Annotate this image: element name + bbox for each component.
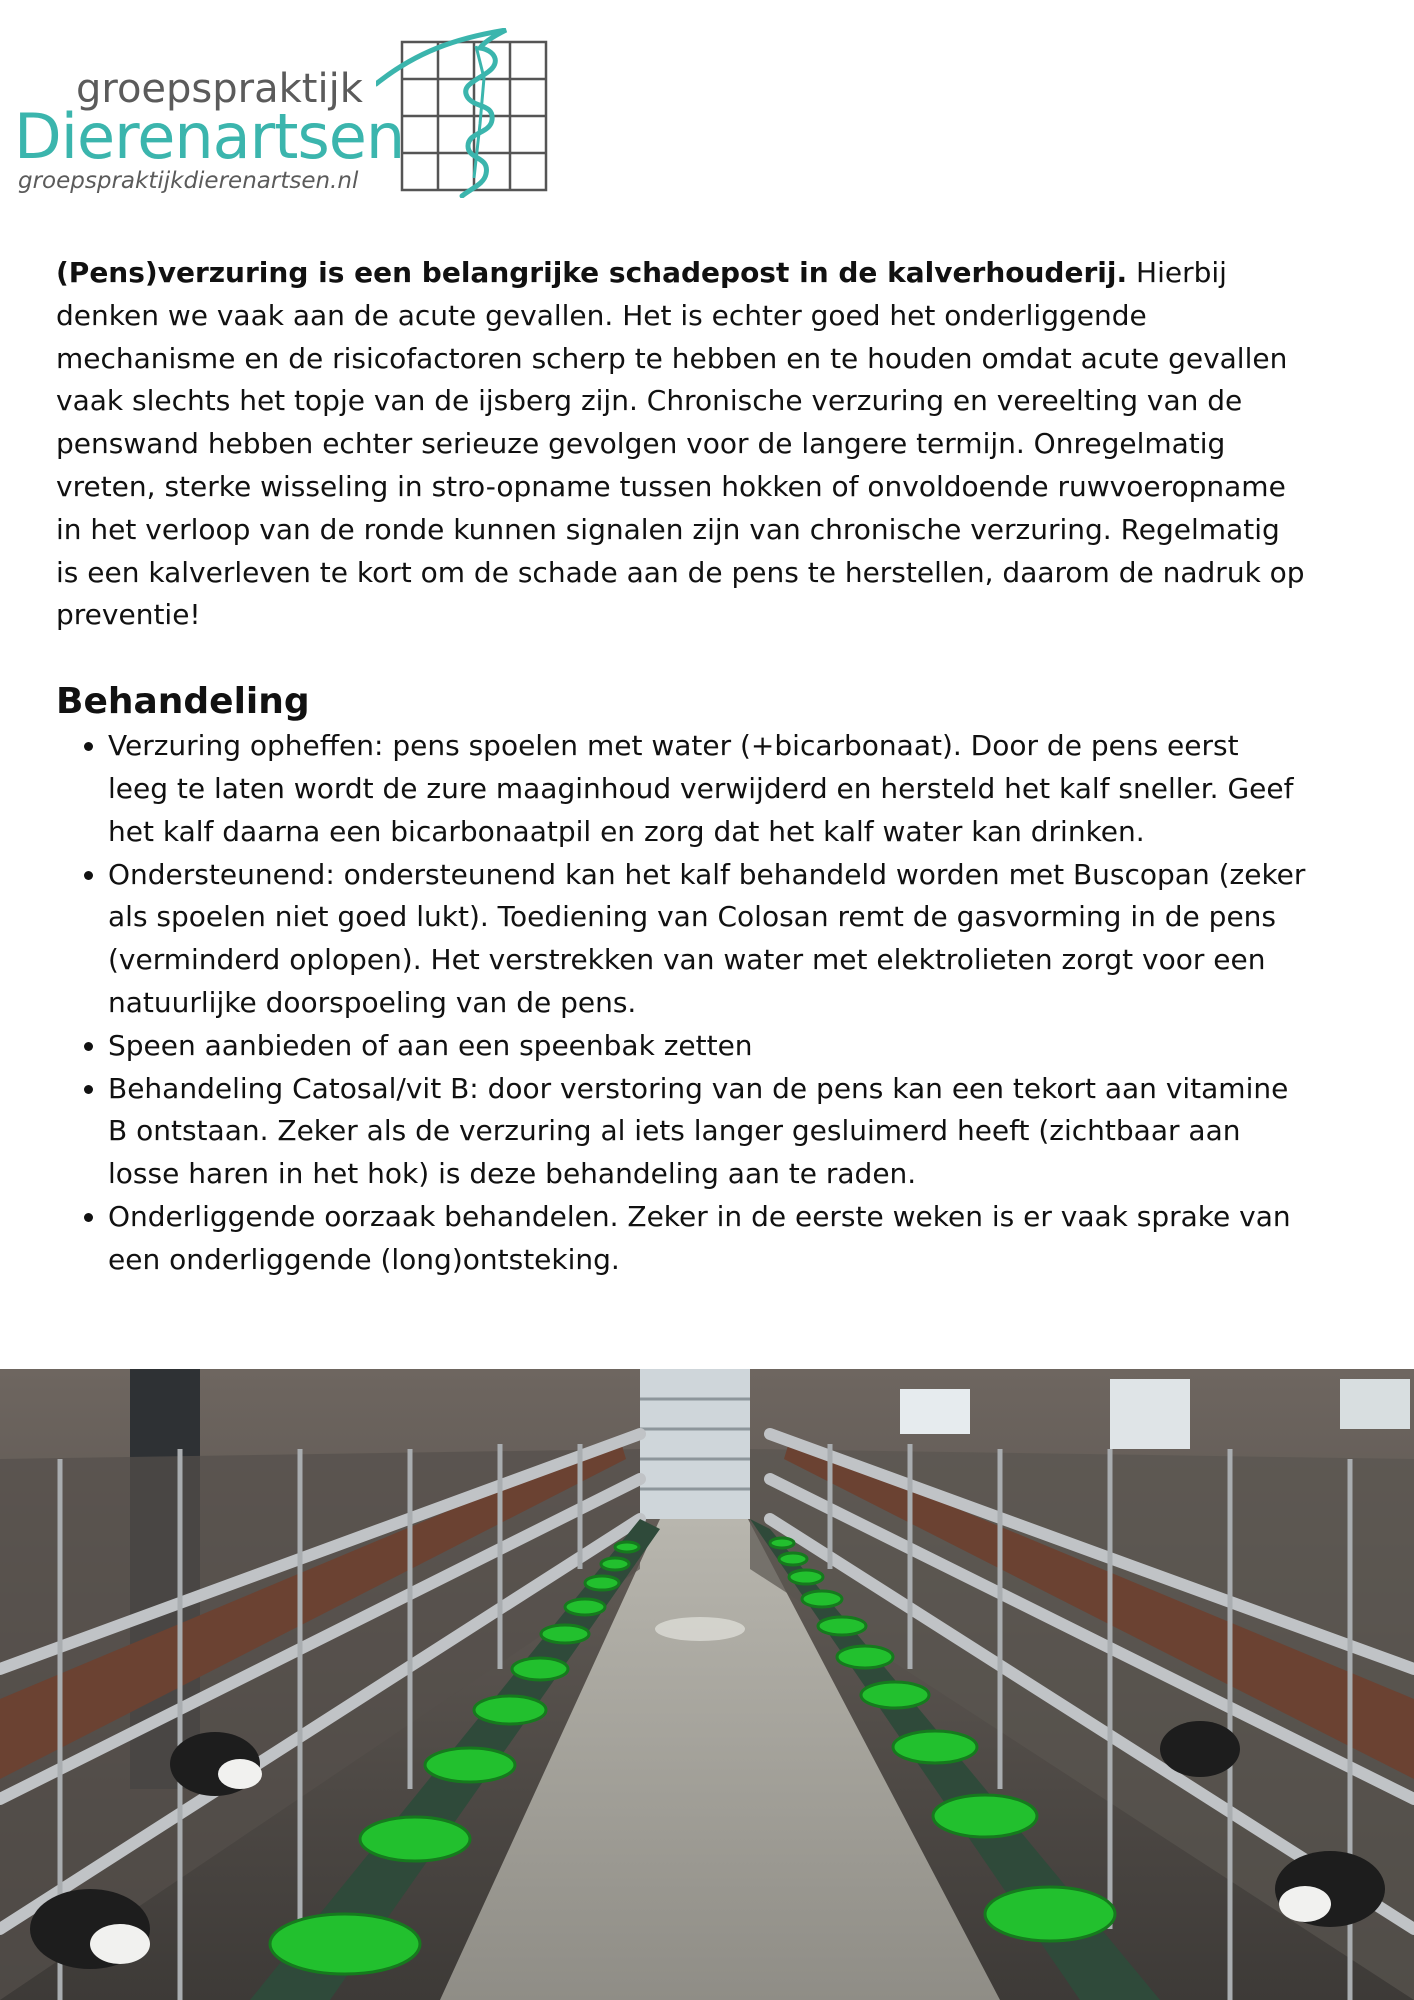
practice-logo bbox=[14, 28, 534, 198]
treatment-item: • Onderliggende oorzaak behandelen. Zeker in de eerste weken is er vaak sprake van een onderliggende (long)ontsteking. bbox=[108, 1196, 1306, 1282]
section-heading: Behandeling bbox=[56, 681, 310, 723]
logo-grid-emblem bbox=[376, 28, 550, 198]
intro-text: Hierbij denken we vaak aan de acute gevallen. Het is echter goed het onderliggende mechanisme en de risicofactoren scherp te hebben en te houden omdat acute gevallen vaak slechts het topje van de ijsberg zijn. Chronische verzuring en vereelting van de penswand hebben echter serieuze gevolgen voor de langere termijn. Onregelmatig vreten, sterke wisseling in stro-opname tussen hokken of onvoldoende ruwvoeropname in het verloop van de ronde kunnen signalen zijn van chronische verzuring. Regelmatig is een kalverleven te kort om de schade aan de pens te herstellen, daarom de nadruk op preventie! bbox=[56, 256, 1305, 632]
treatment-item: • Behandeling Catosal/vit B: door verstoring van de pens kan een tekort aan vitamine B ontstaan. Zeker als de verzuring al iets langer gesluimerd heeft (zichtbaar aan losse haren in het hok) is deze behandeling aan te raden. bbox=[108, 1068, 1306, 1196]
logo-line-groepspraktijk: groepspraktijk bbox=[76, 66, 363, 112]
article-body bbox=[56, 252, 1306, 1282]
intro-paragraph bbox=[56, 252, 1306, 637]
intro-lead: (Pens)verzuring is een belangrijke schadepost in de kalverhouderij. bbox=[56, 256, 1128, 289]
logo-line-dierenartsen: Dierenartsen bbox=[14, 100, 405, 173]
treatment-item: • Speen aanbieden of aan een speenbak zetten bbox=[108, 1025, 1306, 1068]
treatment-list bbox=[56, 725, 1306, 1281]
calf-barn-photo bbox=[0, 1369, 1414, 2000]
treatment-item: • Ondersteunend: ondersteunend kan het kalf behandeld worden met Buscopan (zeker als spoelen niet goed lukt). Toediening van Colosan remt de gasvorming in de pens (verminderd oplopen). Het verstrekken van water met elektrolieten zorgt voor een natuurlijke doorspoeling van de pens. bbox=[108, 854, 1306, 1025]
logo-website: groepspraktijkdierenartsen.nl bbox=[18, 168, 359, 194]
treatment-item: • Verzuring opheffen: pens spoelen met water (+bicarbonaat). Door de pens eerst leeg te laten wordt de zure maaginhoud verwijderd en hersteld het kalf sneller. Geef het kalf daarna een bicarbonaatpil en zorg dat het kalf water kan drinken. bbox=[108, 725, 1306, 853]
